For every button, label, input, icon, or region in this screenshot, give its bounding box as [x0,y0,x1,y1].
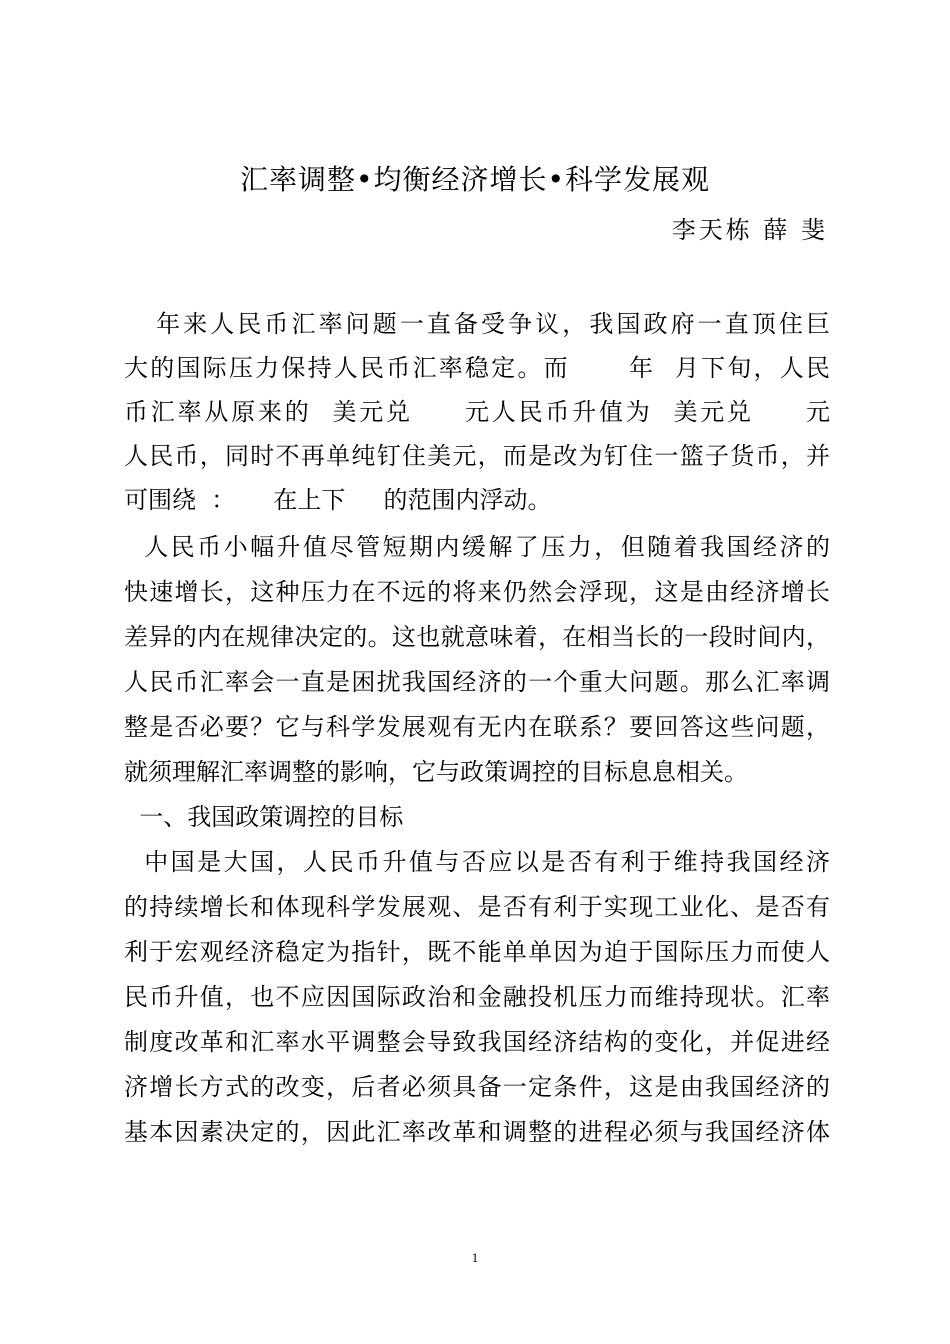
document-authors: 李天栋 薛 斐 [671,216,828,244]
document-title: 汇率调整•均衡经济增长•科学发展观 [239,163,711,196]
text-line: 制度改革和汇率水平调整会导致我国经济结构的变化，并促进经 [124,1028,830,1056]
text-line: 大的国际压力保持人民币汇率稳定。而 年 月下旬，人民 [124,354,830,382]
text-line: 的持续增长和体现科学发展观、是否有利于实现工业化、是否有 [124,893,830,921]
text-line: 整是否必要？它与科学发展观有无内在联系？要回答这些问题， [124,713,830,741]
text-line: 中国是大国，人民币升值与否应以是否有利于维持我国经济 [124,848,830,876]
text-line: 人民币，同时不再单纯钉住美元，而是改为钉住一篮子货币，并 [124,442,830,470]
text-line: 基本因素决定的，因此汇率改革和调整的进程必须与我国经济体 [124,1118,830,1146]
text-line: 人民币小幅升值尽管短期内缓解了压力，但随着我国经济的 [124,533,830,561]
text-line: 利于宏观经济稳定为指针，既不能单单因为迫于国际压力而使人 [124,938,830,966]
text-line: 民币升值，也不应因国际政治和金融投机压力而维持现状。汇率 [124,983,830,1011]
text-line: 可围绕 ： 在上下 的范围内浮动。 [124,486,552,514]
text-line: 就须理解汇率调整的影响，它与政策调控的目标息息相关。 [124,758,748,786]
text-line: 年来人民币汇率问题一直备受争议，我国政府一直顶住巨 [124,310,830,338]
text-line: 币汇率从原来的 美元兑 元人民币升值为 美元兑 元 [124,398,830,426]
text-line: 济增长方式的改变，后者必须具备一定条件，这是由我国经济的 [124,1073,830,1101]
text-line: 差异的内在规律决定的。这也就意味着，在相当长的一段时间内， [124,623,830,651]
text-line: 人民币汇率会一直是困扰我国经济的一个重大问题。那么汇率调 [124,668,830,696]
text-line: 快速增长，这种压力在不远的将来仍然会浮现，这是由经济增长 [124,578,830,606]
section-heading: 一、我国政策调控的目标 [124,803,404,831]
page-number: 1 [471,1250,479,1265]
